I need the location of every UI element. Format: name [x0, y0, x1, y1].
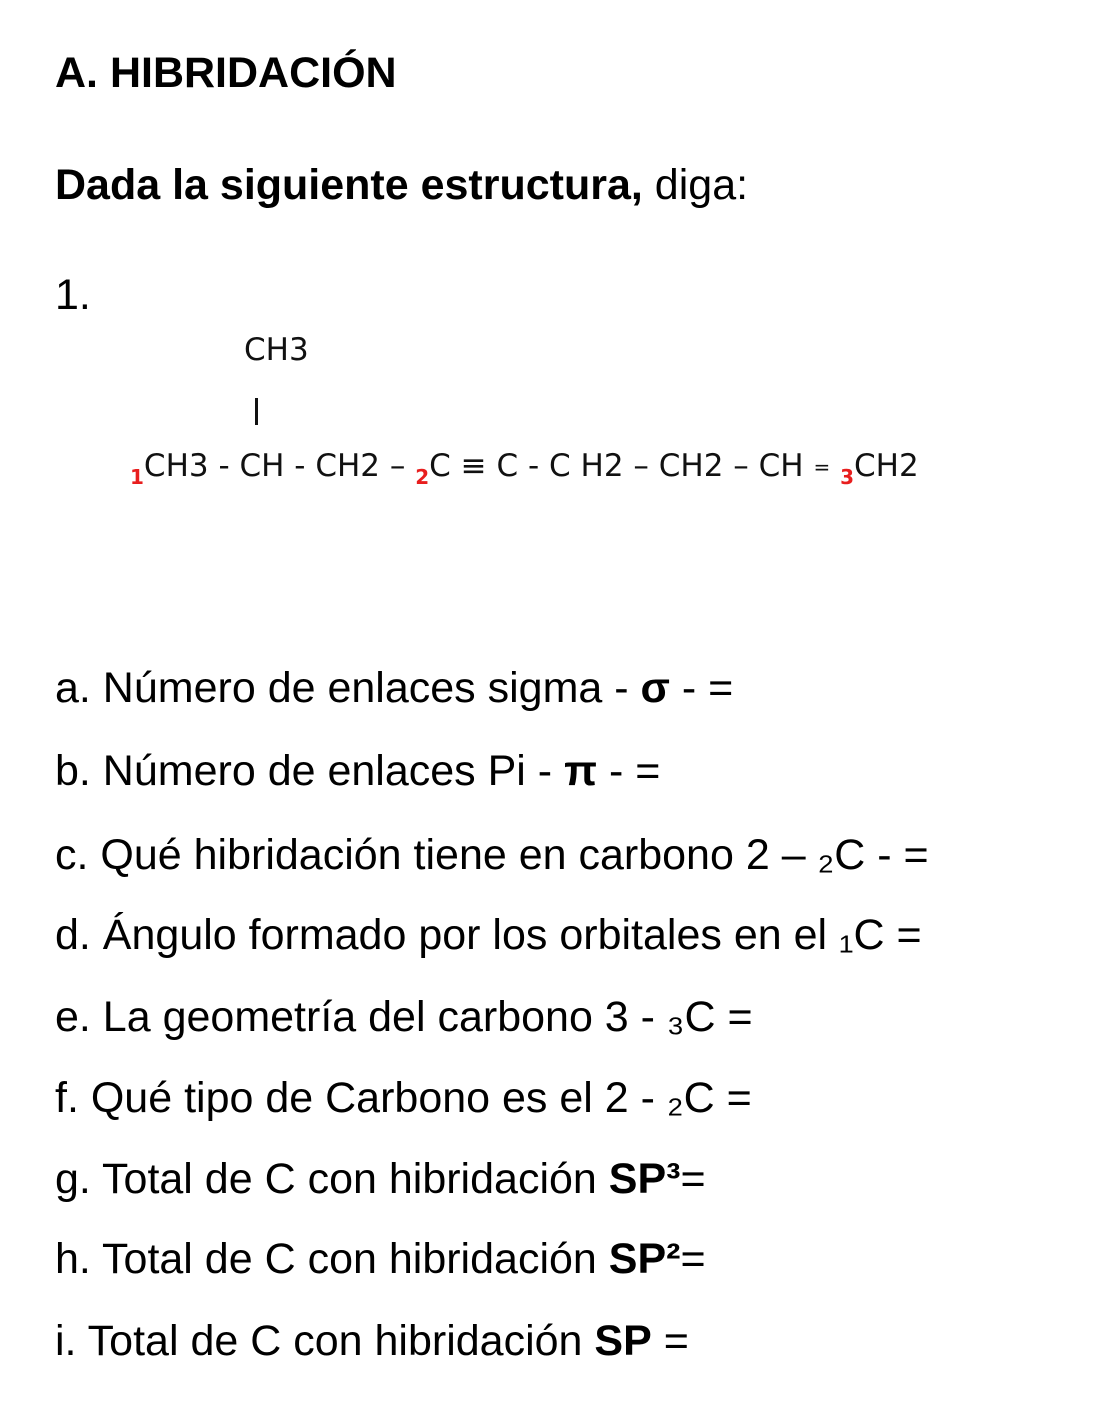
question-d: d. Ángulo formado por los orbitales en el ₁C = [55, 911, 922, 959]
carbon-index-2: 2 [415, 465, 430, 489]
instruction [55, 156, 748, 214]
question-h [55, 1230, 706, 1288]
sp3-symbol: SP³ [608, 1155, 681, 1203]
question-h-suffix: = [680, 1235, 706, 1283]
question-b [55, 742, 660, 800]
pi-symbol: π [564, 747, 597, 795]
main-chain [130, 446, 919, 497]
item-number: 1. [55, 271, 91, 319]
question-a-prefix: a. Número de enlaces sigma - [55, 664, 641, 712]
question-h-prefix: h. Total de C con hibridación [55, 1235, 609, 1283]
question-g-prefix: g. Total de C con hibridación [55, 1155, 609, 1203]
section-title: A. HIBRIDACIÓN [55, 49, 397, 97]
instruction-bold: Dada la siguiente estructura, [55, 161, 643, 209]
question-a-suffix: - = [669, 664, 734, 712]
branch-group: CH3 [244, 332, 309, 368]
question-c: c. Qué hibridación tiene en carbono 2 – ₂C - = [55, 831, 929, 879]
sp2-symbol: SP² [608, 1235, 681, 1283]
chain-segment: CH3 - CH - CH2 – [143, 448, 416, 484]
question-b-prefix: b. Número de enlaces Pi - [55, 747, 565, 795]
question-g [55, 1150, 706, 1208]
question-a [55, 659, 733, 717]
carbon-index-1: 1 [130, 465, 144, 489]
question-i-prefix: i. Total de C con hibridación [55, 1317, 595, 1365]
question-i [55, 1312, 689, 1370]
carbon-index-3: 3 [840, 465, 855, 489]
question-b-suffix: - = [597, 747, 661, 795]
branch-bond [255, 398, 258, 425]
chain-segment: CH2 [854, 448, 919, 484]
chain-segment [830, 446, 840, 486]
double-bond-sign: = [813, 455, 831, 479]
question-g-suffix: = [680, 1155, 706, 1203]
sp-symbol: SP [594, 1317, 652, 1365]
instruction-rest: diga: [642, 161, 749, 209]
question-f: f. Qué tipo de Carbono es el 2 - ₂C = [55, 1074, 752, 1122]
question-i-suffix: = [651, 1317, 689, 1365]
question-e: e. La geometría del carbono 3 - ₃C = [55, 993, 753, 1041]
sigma-symbol: σ [640, 664, 670, 712]
chain-segment: C ≡ C - C H2 – CH2 – CH [429, 448, 814, 484]
